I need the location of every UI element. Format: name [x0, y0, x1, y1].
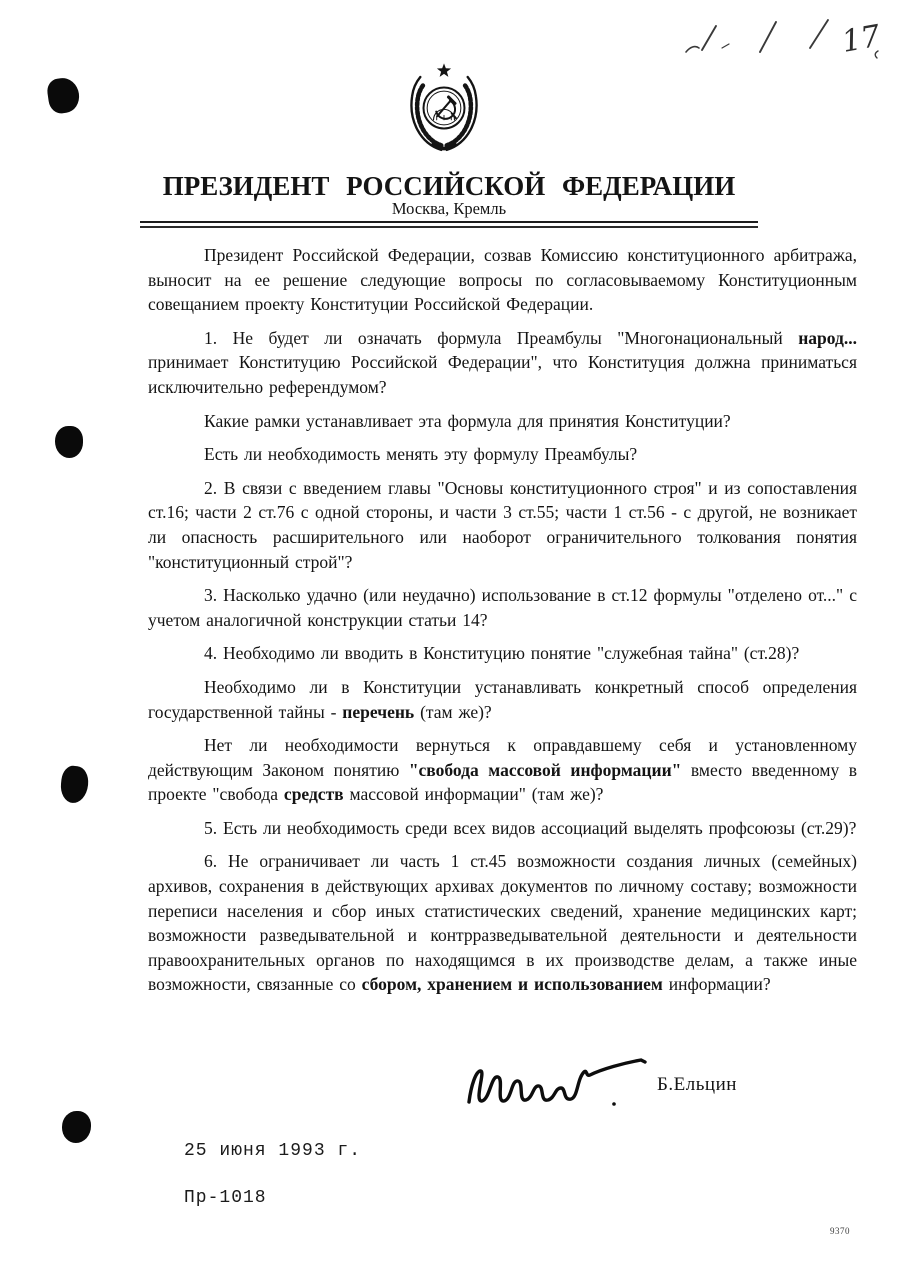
paragraph — [148, 583, 857, 632]
paragraph-run: 2. В связи с введением главы "Основы конституционного строя" и из сопоставления ст.16; части 2 ст.76 с одной стороны, и части 3 ст.55; части 1 ст.56 - с другой, не возникает ли опасность расширительного или наоборот ограничительного толкования понятия "конституционный строй"? — [148, 477, 857, 572]
paragraph-run: принимает Конституцию Российской Федерации", что Конституция должна приниматься исключительно референдумом? — [148, 352, 857, 397]
letterhead-location: Москва, Кремль — [391, 199, 507, 218]
paragraph-bold-run: сбором, хранением и использованием — [361, 974, 663, 995]
paragraph-run: Какие рамки устанавливает эта формула для принятия Конституции? — [204, 410, 731, 431]
paragraph — [148, 733, 857, 807]
pen-scrawl — [686, 47, 699, 52]
star-icon — [437, 63, 451, 76]
paragraph-run: массовой информации" (там же)? — [343, 784, 604, 805]
scan-artifact-blob — [59, 765, 90, 805]
pen-stroke — [810, 20, 828, 48]
paragraph-run: Нет ли необходимости вернуться к оправдавшему себя и установленному действующим Законом понятию — [148, 735, 857, 780]
paragraph-run: Президент Российской Федерации, созвав Комиссию конституционного арбитража, выносит на ее решение следующие вопросы по согласовываемому Конституционным совещанием проекту Конституции Российской Федерации. — [148, 245, 857, 315]
pen-stroke — [722, 44, 729, 48]
yeltsin-signature — [462, 1038, 657, 1120]
paragraph-run: 6. Не ограничивает ли часть 1 ст.45 возможности создания личных (семейных) архивов, сохранения в действующих архивах документов по личному составу; возможности переписи населения и сбор иных статистических сведений, хранение медицинских карт; возможности разведывательной и контрразведывательной деятельности и деятельности правоохранительных органов по находящимся в их производстве делам, а также иные возможности, связанные со — [148, 851, 857, 995]
paragraph-run: 5. Есть ли необходимость среди всех видов ассоциаций выделять профсоюзы (ст.29)? — [204, 817, 857, 838]
paragraph-bold-run: народ... — [798, 327, 857, 348]
paragraph-bold-run: перечень — [342, 701, 415, 722]
paragraph-run: информации? — [662, 974, 771, 995]
document-number: Пр-1018 — [184, 1188, 267, 1208]
letterhead-double-rule — [140, 221, 758, 228]
paragraph — [148, 641, 857, 666]
handwritten-page-number: 17 — [839, 18, 883, 60]
paragraph-run: Есть ли необходимость менять эту формулу Преамбулы? — [204, 444, 638, 465]
paragraph — [148, 243, 857, 317]
paragraph-run: вместо введенному в проекте "свобода — [148, 759, 857, 805]
print-code: 9370 — [830, 1226, 850, 1236]
paragraph — [148, 476, 857, 574]
scan-artifact-blob — [55, 426, 83, 458]
paragraph — [148, 816, 857, 841]
paragraph-bold-run: средств — [283, 784, 344, 805]
paragraph-run: 3. Насколько удачно (или неудачно) использование в ст.12 формулы "отделено от..." с учетом аналогичной конструкции статьи 14? — [148, 585, 857, 630]
paragraph-bold-run: "свобода массовой информации" — [408, 759, 682, 780]
handwritten-corner-marks — [672, 4, 894, 68]
paragraph-run: Необходимо ли в Конституции устанавливать конкретный способ определения государственной тайны - — [148, 676, 857, 722]
paragraph-run: (там же)? — [414, 701, 492, 722]
paragraph — [148, 442, 857, 467]
signatory-name: Б.Ельцин — [657, 1074, 737, 1095]
pen-stroke — [760, 22, 776, 52]
rsfsr-coat-of-arms-icon — [403, 62, 485, 154]
scan-artifact-blob — [46, 76, 82, 115]
document-body — [148, 243, 857, 1006]
paragraph — [148, 409, 857, 434]
letterhead-title: ПРЕЗИДЕНТ РОССИЙСКОЙ ФЕДЕРАЦИИ — [162, 171, 736, 202]
hammer-icon — [437, 100, 451, 116]
paragraph — [148, 849, 857, 997]
pen-stroke — [702, 26, 716, 50]
paragraph — [148, 675, 857, 724]
paragraph — [148, 326, 857, 400]
paragraph-run: 1. Не будет ли означать формула Преамбулы "Многонациональный — [204, 327, 799, 348]
letter-date: 25 июня 1993 г. — [184, 1141, 362, 1161]
scan-artifact-blob — [62, 1111, 91, 1143]
paragraph-run: 4. Необходимо ли вводить в Конституцию понятие "служебная тайна" (ст.28)? — [204, 643, 800, 664]
